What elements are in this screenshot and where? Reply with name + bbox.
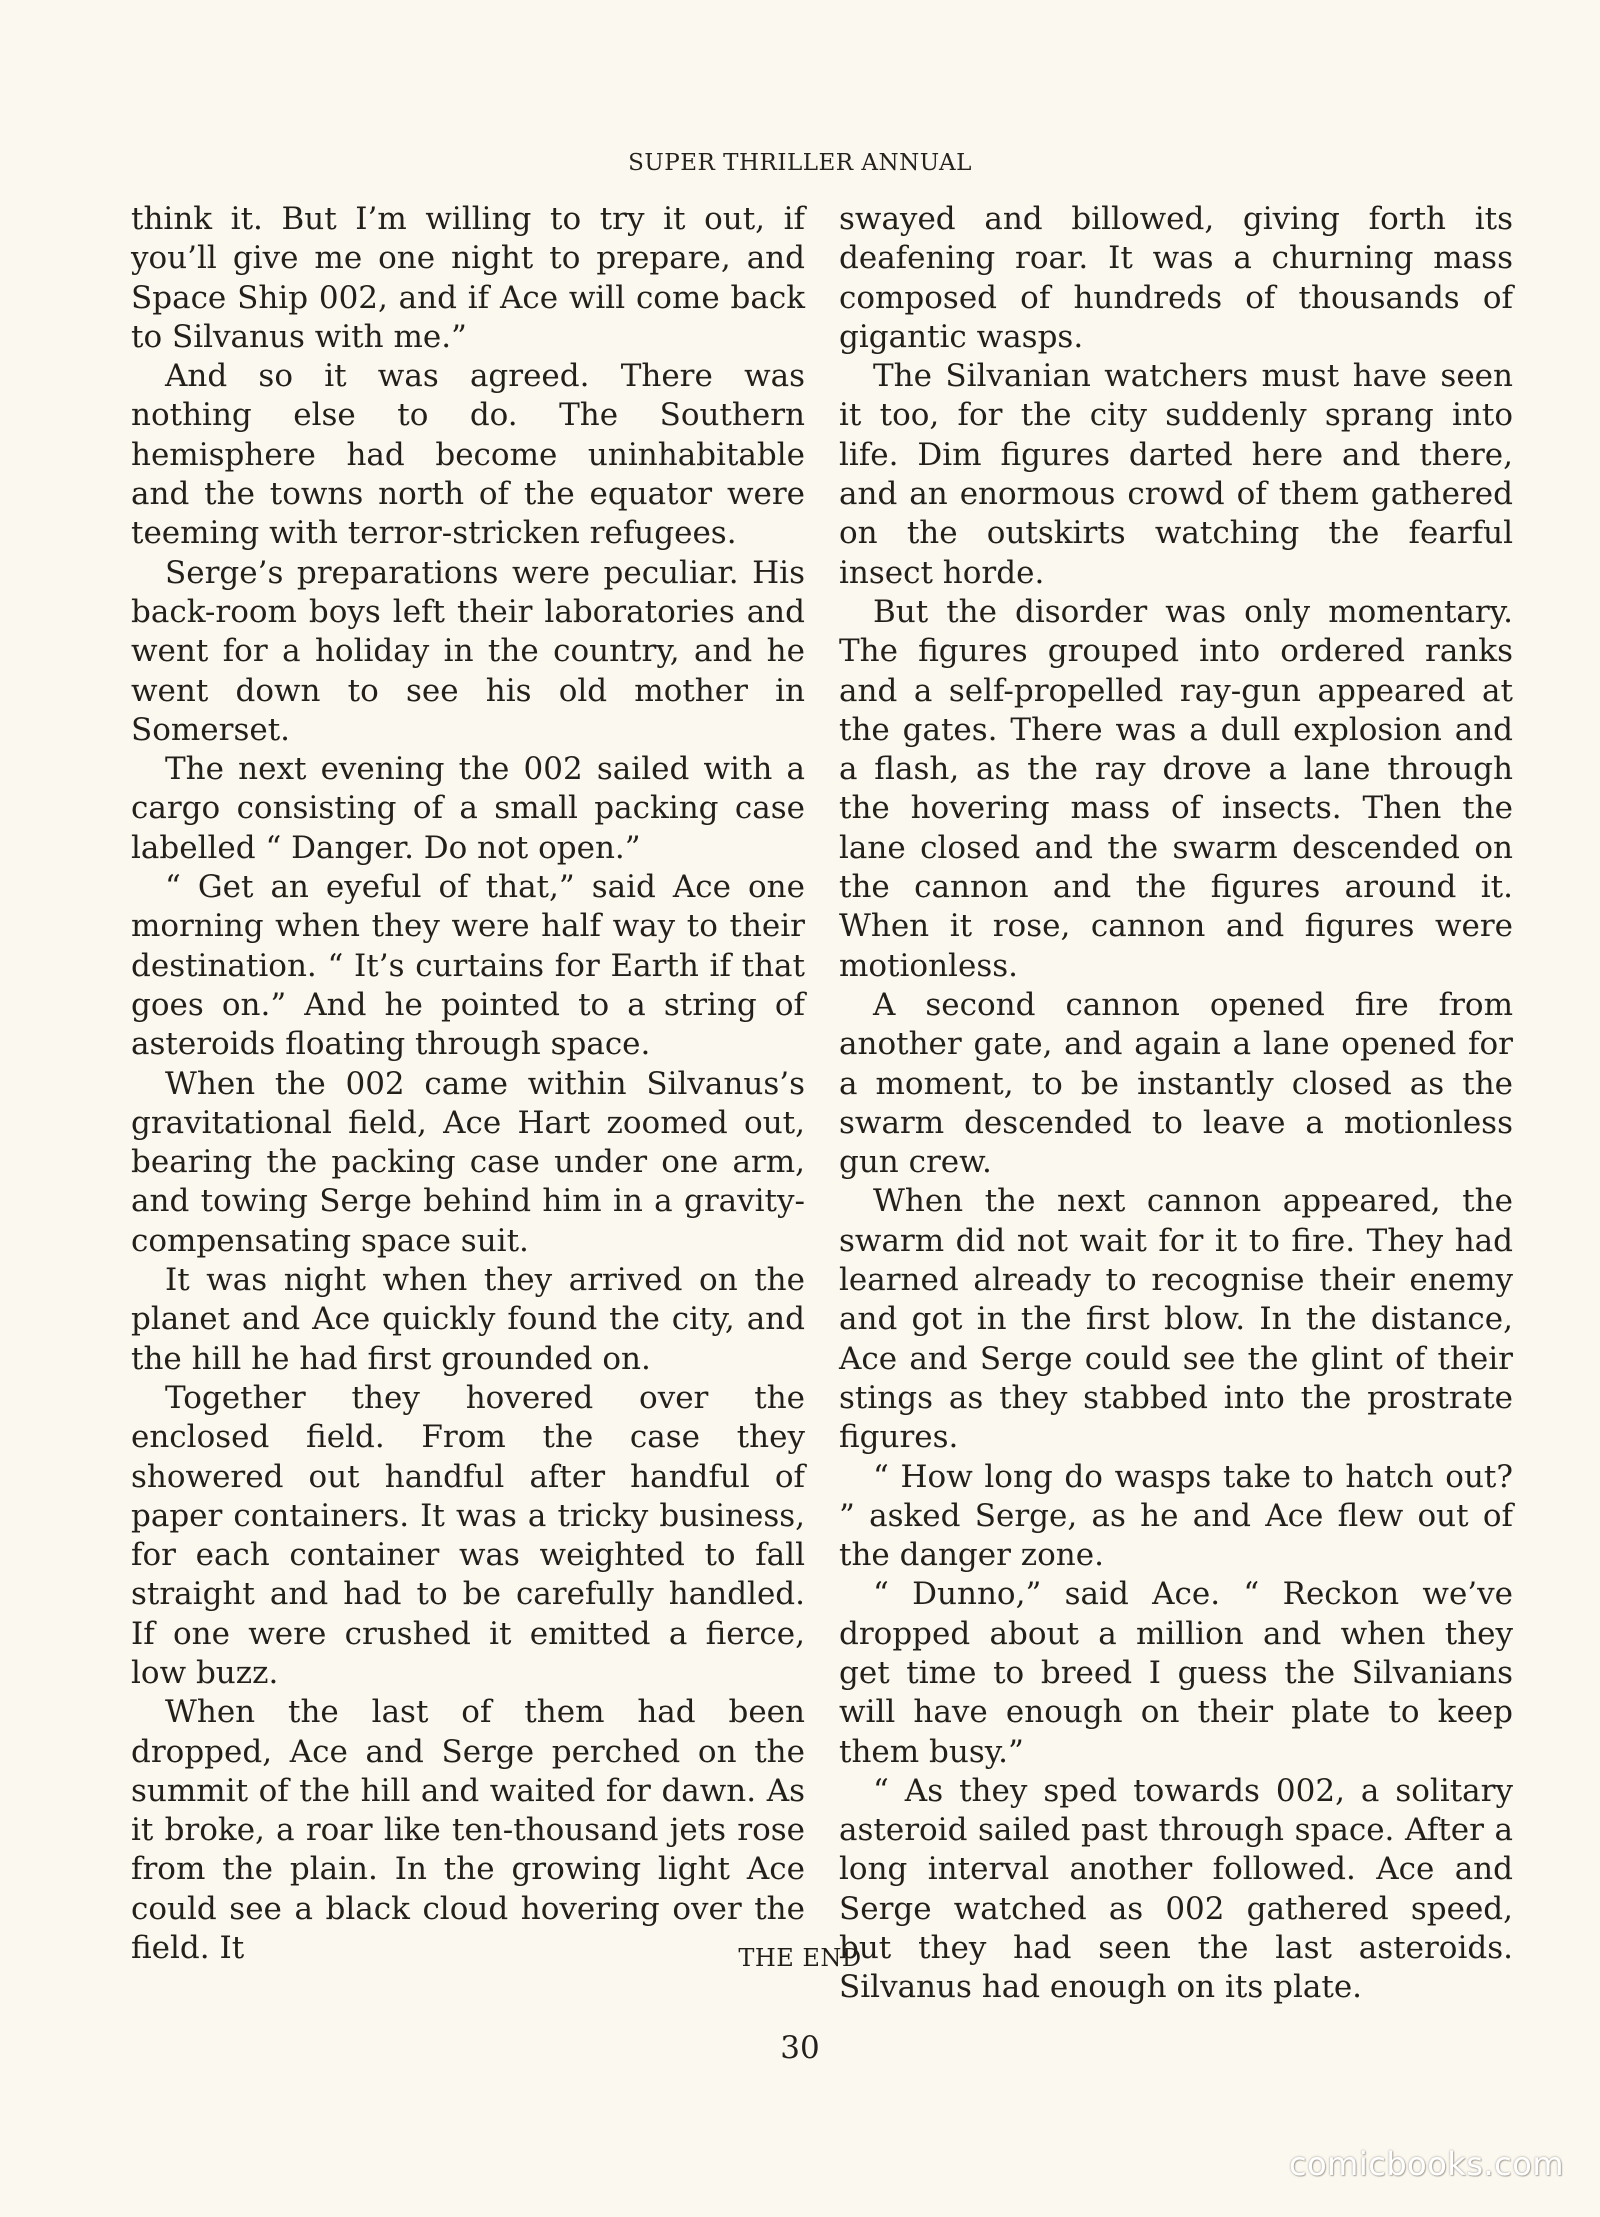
left-column (131, 200, 805, 1968)
paragraph: Together they hovered over the enclosed field. From the case they showered out handful after handful of paper containers. It was a tricky business, for each container was weighted to fall straight and had to be carefully handled. If one were crushed it emitted a fierce, low buzz. (131, 1379, 805, 1691)
paragraph: It was night when they arrived on the planet and Ace quickly found the city, and the hill he had first grounded on. (131, 1262, 805, 1377)
paragraph: The Silvanian watchers must have seen it too, for the city suddenly sprang into life. Dim figures darted here and there, and an enormous crowd of them gathered on the outskirts watching the fearful insect horde. (839, 358, 1513, 591)
paragraph: swayed and billowed, giving forth its deafening roar. It was a churning mass composed of hundreds of thousands of gigantic wasps. (839, 201, 1513, 355)
paragraph: A second cannon opened fire from another gate, and again a lane opened for a moment, to be instantly closed as the swarm descended to leave a motionless gun crew. (839, 986, 1513, 1181)
paragraph: “ Get an eyeful of that,” said Ace one morning when they were half way to their destination. “ It’s curtains for Earth if that goes on.” And he pointed to a string of asteroids floating through space. (131, 869, 805, 1063)
paragraph: think it. But I’m willing to try it out, if you’ll give me one night to prepare, and Space Ship 002, and if Ace will come back to Silvanus with me.” (131, 201, 805, 355)
watermark-text: comicbooks.com (1288, 2145, 1564, 2183)
paragraph: “ Dunno,” said Ace. “ Reckon we’ve dropped about a million and when they get time to breed I guess the Silvanians will have enough on their plate to keep them busy.” (839, 1576, 1513, 1770)
right-column (839, 200, 1513, 2008)
paragraph: When the next cannon appeared, the swarm did not wait for it to fire. They had learned already to recognise their enemy and got in the first blow. In the distance, Ace and Serge could see the glint of their stings as they stabbed into the prostrate figures. (839, 1183, 1513, 1456)
paragraph: The next evening the 002 sailed with a cargo consisting of a small packing case labelled “ Danger. Do not open.” (131, 751, 805, 866)
paragraph: And so it was agreed. There was nothing else to do. The Southern hemisphere had become uninhabitable and the towns north of the equator were teeming with terror-stricken refugees. (131, 358, 805, 552)
paragraph: “ As they sped towards 002, a solitary asteroid sailed past through space. After a long interval another followed. Ace and Serge watched as 002 gathered speed, but they had seen the last asteroids. Silvanus had enough on its plate. (839, 1772, 1513, 2006)
running-title: SUPER THRILLER ANNUAL (628, 150, 972, 176)
page-number: 30 (780, 2030, 820, 2066)
paragraph: Serge’s preparations were peculiar. His back-room boys left their laboratories and went for a holiday in the country, and he went down to see his old mother in Somerset. (131, 554, 805, 748)
paragraph: When the 002 came within Silvanus’s gravitational field, Ace Hart zoomed out, bearing the packing case under one arm, and towing Serge behind him in a gravity-compensating space suit. (131, 1065, 805, 1259)
paragraph: But the disorder was only momentary. The figures grouped into ordered ranks and a self-propelled ray-gun appeared at the gates. There was a dull explosion and a flash, as the ray drove a lane through the hovering mass of insects. Then the lane closed and the swarm descended on the cannon and the figures around it. When it rose, cannon and figures were motionless. (839, 593, 1513, 984)
paragraph: “ How long do wasps take to hatch out? ” asked Serge, as he and Ace flew out of the danger zone. (839, 1458, 1513, 1574)
end-marker: THE END (738, 1944, 862, 1972)
paragraph: When the last of them had been dropped, Ace and Serge perched on the summit of the hill and waited for dawn. As it broke, a roar like ten-thousand jets rose from the plain. In the growing light Ace could see a black cloud hovering over the field. It (131, 1694, 805, 1967)
